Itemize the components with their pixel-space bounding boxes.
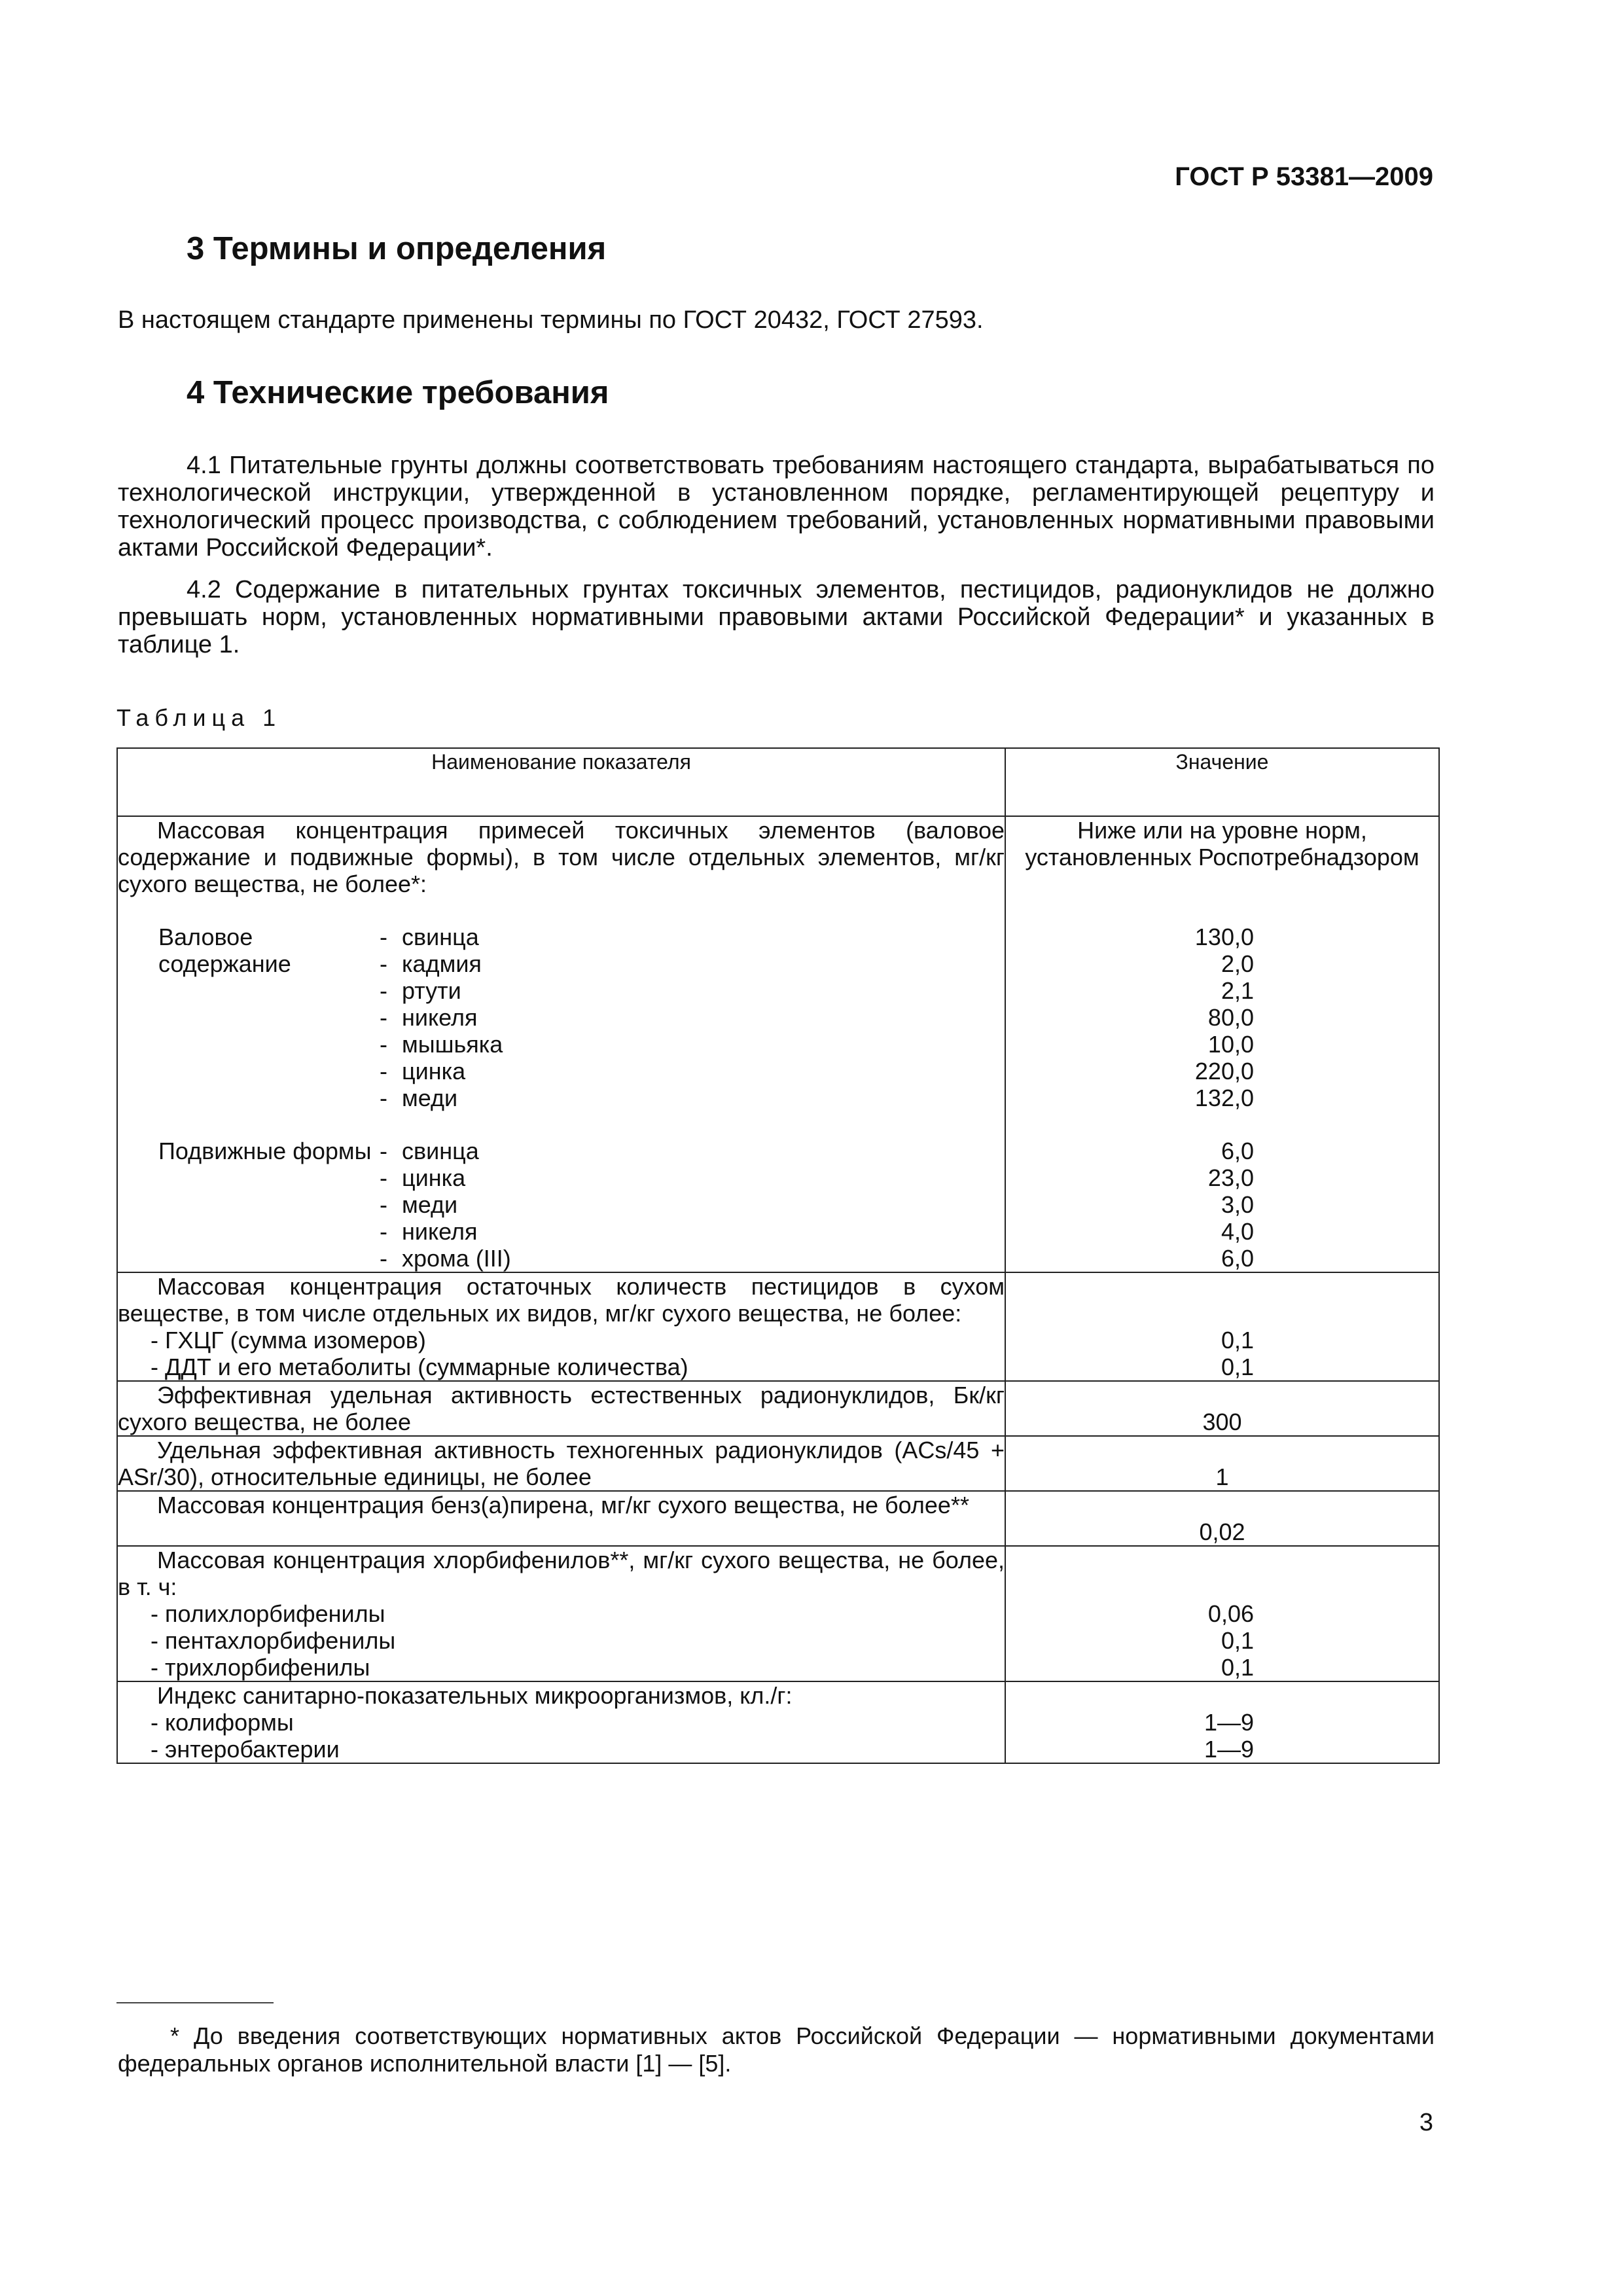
value-cell: 6,0 [1221,1245,1254,1272]
list-item: ДДТ и его метаболиты (суммарные количества) [165,1354,688,1380]
list-item: хрома (III) [402,1245,511,1272]
table-row: Массовая концентрация остаточных количеств пестицидов в сухом веществе, в том числе отдельных их видов, мг/кг сухого вещества, не более: - ГХЦГ (сумма изомеров) - ДДТ и его метаболиты (суммарные количества) 0,1 0,1 [117,1272,1439,1381]
value-cell: 2,0 [1221,950,1254,977]
table-row [117,1381,1439,1436]
value-cell: 300 [1202,1408,1242,1435]
table-row: Массовая концентрация хлорбифенилов**, мг/кг сухого вещества, не более, в т. ч: - полихлорбифенилы - пентахлорбифенилы - трихлорбифенилы 0,06 0,1 0,1 [117,1546,1439,1681]
table-row: Массовая концентрация примесей токсичных элементов (валовое содержание и подвижные формы), в том числе отдельных элементов, мг/кг сухого вещества, не более*: Валовое содержание - - - - - - - свинца кадмия ртути никеля мышьяка цинка меди Подвижные формы - - - - - свинца цинка меди никеля хрома (III) Ниже или на уровне норм, установленных Роспотребнадзором 130,0 2,0 2,1 80,0 10,0 220,0 132,0 6,0 23,0 3,0 4,0 6,0 [117,816,1439,1272]
value-cell: 2,1 [1221,977,1254,1004]
table-row [117,1436,1439,1491]
value-cell: 0,06 [1207,1600,1254,1627]
value-cell: 1—9 [1204,1736,1254,1763]
list-item: колиформы [165,1709,294,1736]
list-item: ГХЦГ (сумма изомеров) [165,1327,426,1354]
table-caption: Таблица 1 [116,704,282,731]
value-cell: 0,1 [1221,1354,1254,1380]
row-text: Удельная эффективная активность техногенных радионуклидов (ACs/45 + ASr/30), относительные единицы, не более [118,1437,1005,1490]
list-item: никеля [402,1004,478,1031]
value-cell: 0,02 [1199,1518,1245,1545]
list-item: трихлорбифенилы [165,1654,370,1681]
requirements-table [116,747,1440,1764]
row-text: Массовая концентрация хлорбифенилов**, мг/кг сухого вещества, не более, в т. ч: [118,1547,1005,1600]
list-item: энтеробактерии [165,1736,340,1763]
value-cell: 10,0 [1207,1031,1254,1058]
table-row [117,1491,1439,1546]
value-cell: 1 [1215,1463,1229,1490]
value-cell: 0,1 [1221,1654,1254,1681]
document-code: ГОСТ Р 53381—2009 [1175,162,1433,191]
list-item: пентахлорбифенилы [165,1627,396,1654]
row-text: Массовая концентрация бенз(а)пирена, мг/кг сухого вещества, не более** [157,1492,969,1518]
list-item: свинца [402,1138,479,1164]
value-cell: 6,0 [1221,1138,1254,1164]
table-row: Индекс санитарно-показательных микроорганизмов, кл./г: - колиформы - энтеробактерии 1—9 1—9 [117,1681,1439,1763]
row-text: Эффективная удельная активность естественных радионуклидов, Бк/кг сухого вещества, не более [118,1382,1005,1435]
paragraph-4-1: 4.1 Питательные грунты должны соответствовать требованиям настоящего стандарта, вырабатываться по технологической инструкции, утвержденной в установленном порядке, регламентирующей рецептуру и технологический процесс производства, с соблюдением требований, установленных нормативными правовыми актами Российской Федерации*. [118,452,1435,562]
value-cell: 1—9 [1204,1709,1254,1736]
value-cell: 220,0 [1194,1058,1254,1085]
list-item: меди [402,1191,458,1218]
header-indicator: Наименование показателя [117,748,1005,816]
group-label: Подвижные формы [158,1138,372,1164]
page-number: 3 [1419,2109,1433,2136]
list-item: цинка [402,1058,466,1085]
table-header-row [117,748,1439,816]
group-label: Валовое содержание [158,924,291,977]
list-item: кадмия [402,950,482,977]
row-text: Массовая концентрация остаточных количеств пестицидов в сухом веществе, в том числе отдельных их видов, мг/кг сухого вещества, не более: [118,1273,1005,1327]
list-item: мышьяка [402,1031,503,1058]
row-value: Ниже или на уровне норм, установленных Роспотребнадзором [1025,817,1419,870]
list-item: свинца [402,924,479,950]
section-3-text: В настоящем стандарте применены термины по ГОСТ 20432, ГОСТ 27593. [118,306,984,334]
value-cell: 0,1 [1221,1327,1254,1354]
list-item: полихлорбифенилы [165,1600,385,1627]
section-4-title: 4 Технические требования [187,375,609,410]
row-text: Индекс санитарно-показательных микроорганизмов, кл./г: [157,1682,793,1709]
footnote: * До введения соответствующих нормативных актов Российской Федерации — нормативными документами федеральных органов исполнительной власти [1] — [5]. [118,2022,1435,2077]
footnote-divider [116,2002,274,2003]
value-cell: 80,0 [1207,1004,1254,1031]
header-value: Значение [1005,748,1439,816]
list-item: цинка [402,1164,466,1191]
value-cell: 3,0 [1221,1191,1254,1218]
row-text: Массовая концентрация примесей токсичных элементов (валовое содержание и подвижные формы), в том числе отдельных элементов, мг/кг сухого вещества, не более*: [118,817,1005,897]
value-cell: 130,0 [1194,924,1254,950]
list-item: меди [402,1085,458,1111]
section-3-title: 3 Термины и определения [187,231,607,266]
value-cell: 23,0 [1207,1164,1254,1191]
paragraph-4-2: 4.2 Содержание в питательных грунтах токсичных элементов, пестицидов, радионуклидов не должно превышать норм, установленных нормативными правовыми актами Российской Федерации* и указанных в таблице 1. [118,576,1435,658]
list-item: никеля [402,1218,478,1245]
list-item: ртути [402,977,461,1004]
value-cell: 0,1 [1221,1627,1254,1654]
value-cell: 4,0 [1221,1218,1254,1245]
value-cell: 132,0 [1194,1085,1254,1111]
